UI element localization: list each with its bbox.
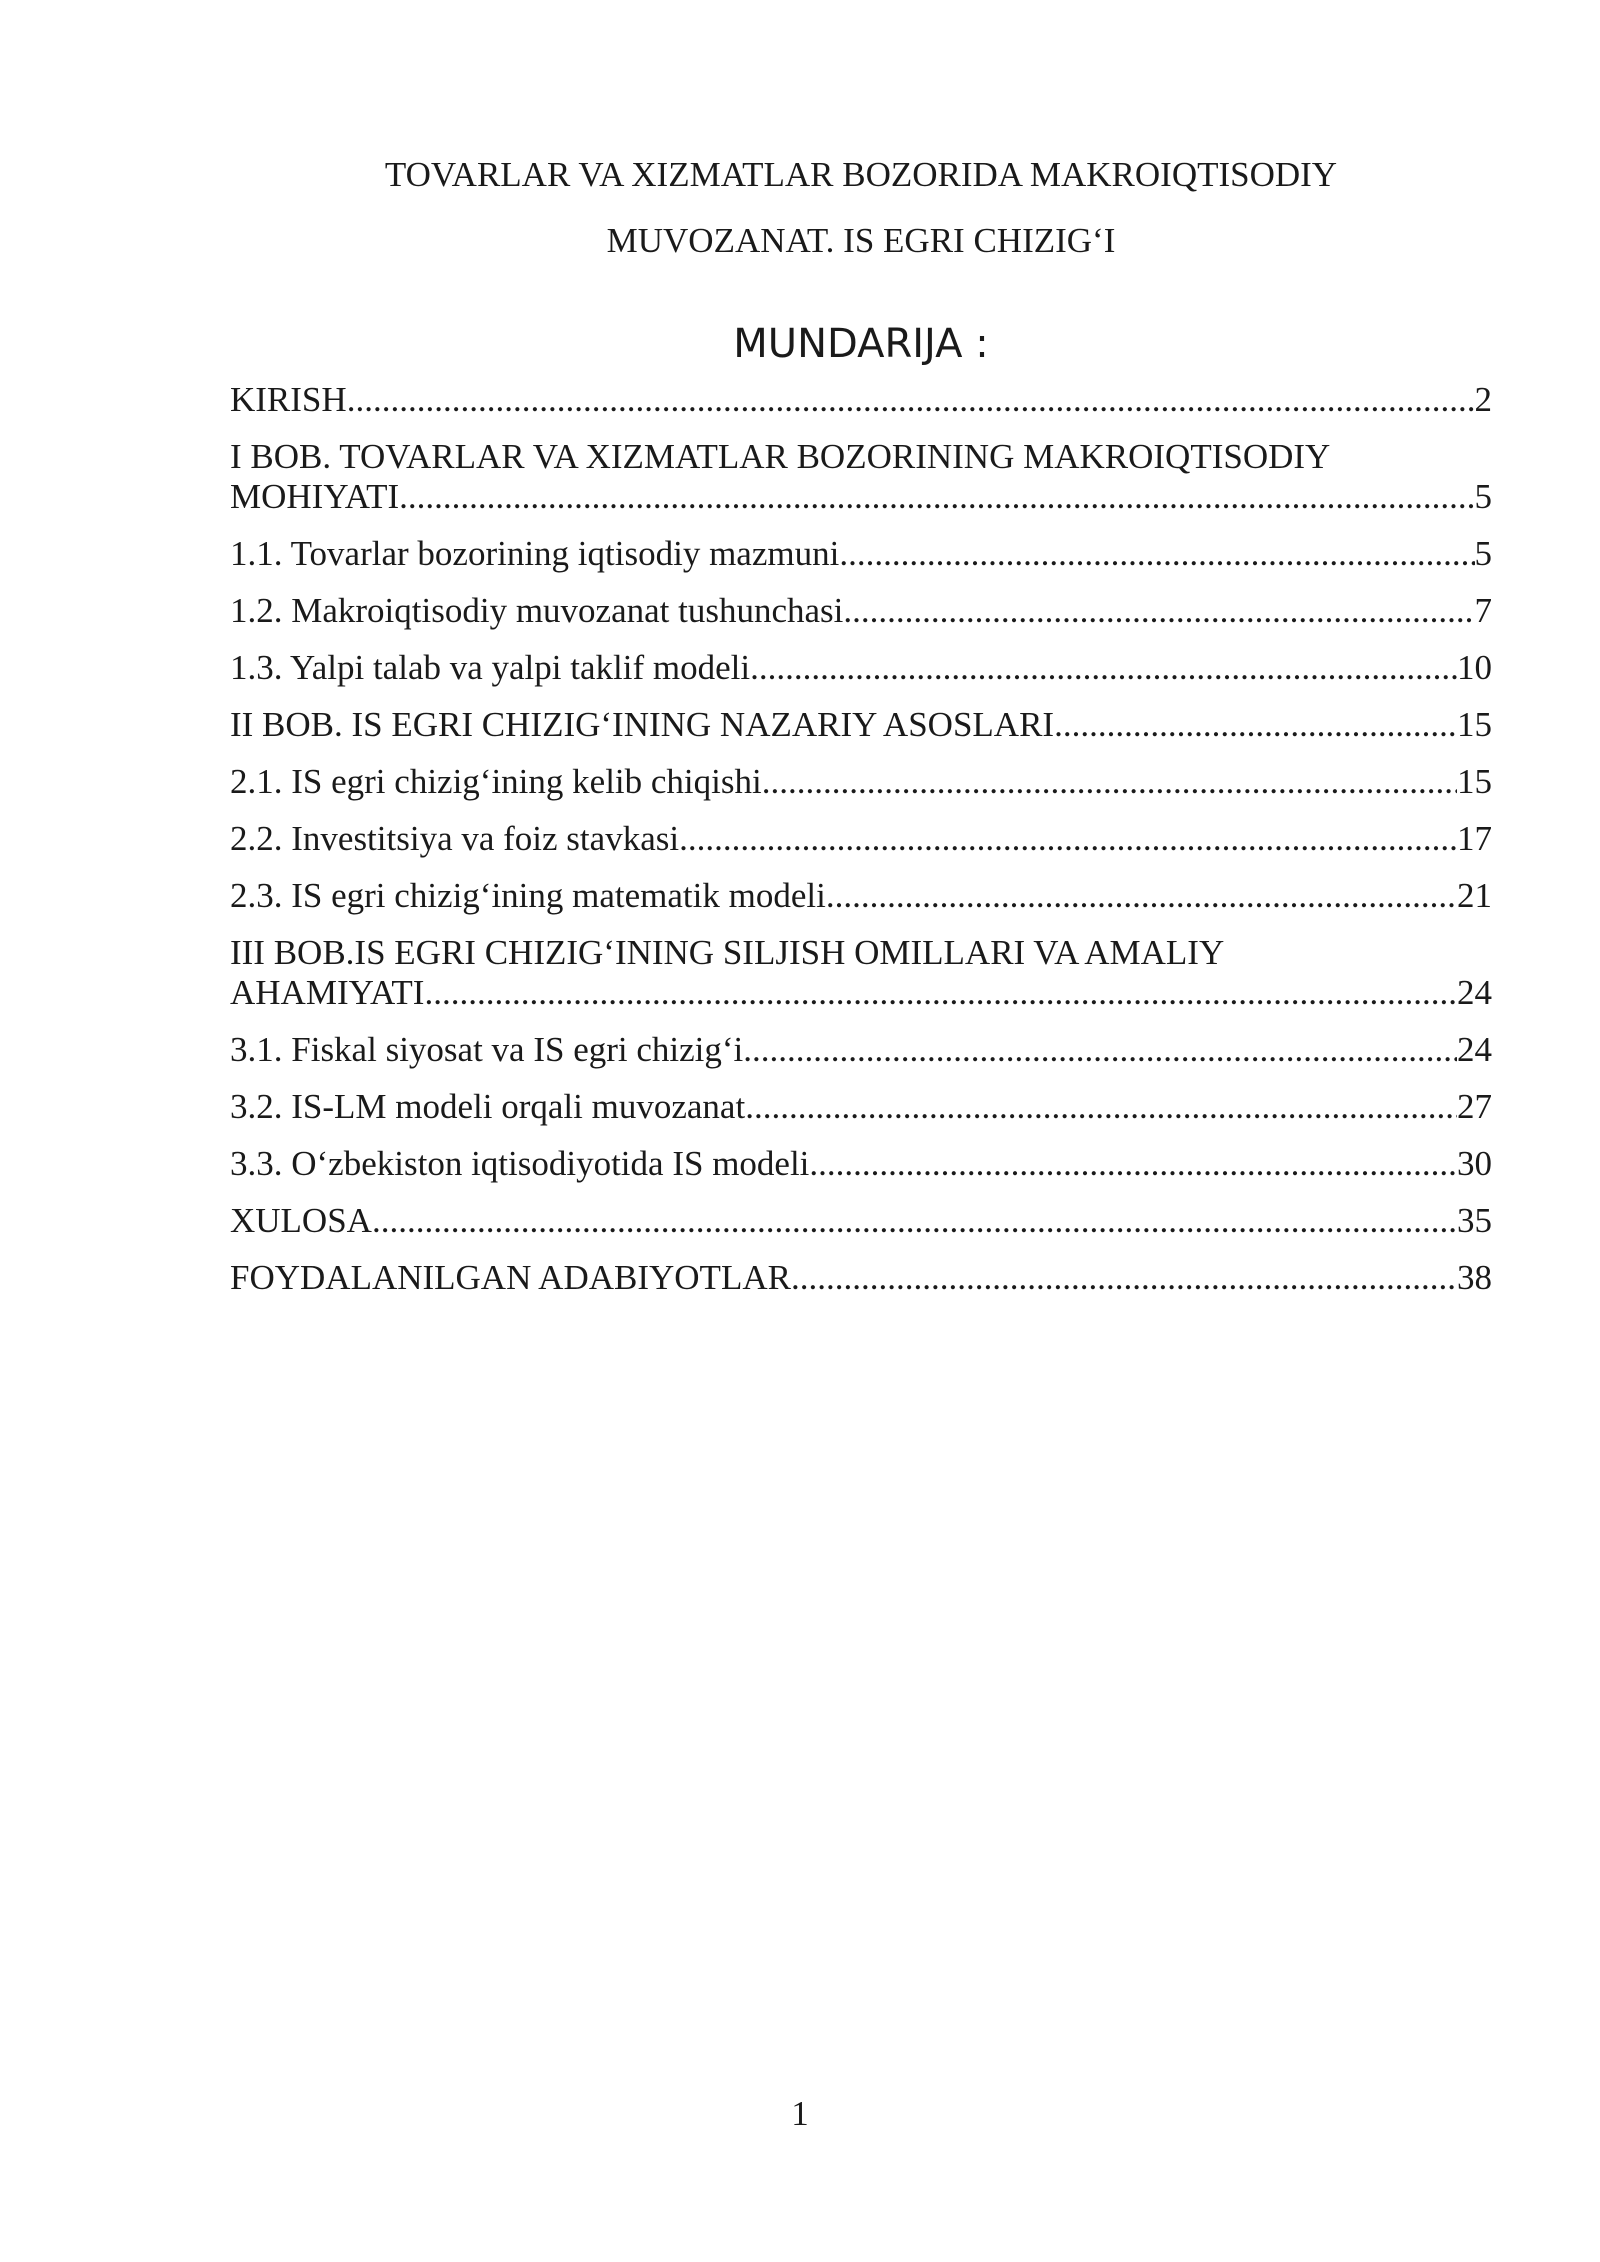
toc-entry-label: AHAMIYATI — [230, 973, 425, 1012]
toc-entry-page-number: 2 — [1474, 380, 1492, 419]
toc-entry-section-1-1[interactable] — [230, 534, 1492, 574]
toc-entry-label-line-1: I BOB. TOVARLAR VA XIZMATLAR BOZORINING MAKROIQTISODIY — [230, 437, 1331, 476]
dot-leader — [839, 534, 1474, 574]
table-of-contents — [230, 380, 1492, 1315]
dot-leader — [347, 380, 1475, 420]
toc-entry-section-3-3[interactable] — [230, 1144, 1492, 1184]
toc-entry-page-number: 38 — [1457, 1258, 1492, 1297]
toc-entry-page-number: 24 — [1457, 973, 1492, 1012]
toc-entry-references[interactable] — [230, 1258, 1492, 1298]
dot-leader — [750, 648, 1457, 688]
toc-entry-chapter-1[interactable] — [230, 437, 1492, 517]
toc-entry-label: II BOB. IS EGRI CHIZIG‘INING NAZARIY ASOSLARI — [230, 705, 1055, 744]
toc-entry-section-2-2[interactable] — [230, 819, 1492, 859]
dot-leader — [809, 1144, 1457, 1184]
toc-entry-chapter-3[interactable] — [230, 933, 1492, 1013]
toc-heading: MUNDARIJA : — [733, 321, 989, 367]
page-number: 1 — [791, 2094, 809, 2133]
toc-entry-label: 1.1. Tovarlar bozorining iqtisodiy mazmuni — [230, 534, 840, 573]
toc-entry-label: 3.3. O‘zbekiston iqtisodiyotida IS modeli — [230, 1144, 810, 1183]
toc-entry-section-3-1[interactable] — [230, 1030, 1492, 1070]
dot-leader — [791, 1258, 1457, 1298]
toc-entry-page-number: 5 — [1474, 534, 1492, 573]
toc-entry-label: 1.3. Yalpi talab va yalpi taklif modeli — [230, 648, 751, 687]
toc-entry-chapter-2[interactable] — [230, 705, 1492, 745]
toc-entry-label: KIRISH — [230, 380, 347, 419]
toc-entry-page-number: 27 — [1457, 1087, 1492, 1126]
dot-leader — [743, 1030, 1457, 1070]
toc-entry-section-1-2[interactable] — [230, 591, 1492, 631]
toc-entry-page-number: 35 — [1457, 1201, 1492, 1240]
toc-entry-section-2-1[interactable] — [230, 762, 1492, 802]
dot-leader — [399, 477, 1474, 517]
dot-leader — [1054, 705, 1457, 745]
toc-entry-page-number: 17 — [1457, 819, 1492, 858]
toc-entry-kirish[interactable] — [230, 380, 1492, 420]
toc-entry-page-number: 5 — [1474, 477, 1492, 516]
toc-entry-page-number: 15 — [1457, 762, 1492, 801]
toc-entry-page-number: 7 — [1474, 591, 1492, 630]
toc-entry-label: 3.2. IS-LM modeli orqali muvozanat — [230, 1087, 746, 1126]
toc-entry-xulosa[interactable] — [230, 1201, 1492, 1241]
toc-entry-page-number: 21 — [1457, 876, 1492, 915]
toc-entry-section-1-3[interactable] — [230, 648, 1492, 688]
toc-entry-page-number: 30 — [1457, 1144, 1492, 1183]
toc-entry-label: 1.2. Makroiqtisodiy muvozanat tushunchasi — [230, 591, 844, 630]
toc-entry-label: XULOSA — [230, 1201, 372, 1240]
toc-entry-section-2-3[interactable] — [230, 876, 1492, 916]
dot-leader — [843, 591, 1474, 631]
toc-entry-page-number: 24 — [1457, 1030, 1492, 1069]
toc-entry-label: 2.3. IS egri chizig‘ining matematik modeli — [230, 876, 826, 915]
toc-entry-page-number: 10 — [1457, 648, 1492, 687]
toc-entry-label: MOHIYATI — [230, 477, 400, 516]
document-title-line-1: TOVARLAR VA XIZMATLAR BOZORIDA MAKROIQTISODIY — [384, 155, 1338, 194]
dot-leader — [762, 762, 1457, 802]
dot-leader — [372, 1201, 1457, 1241]
toc-entry-label: 2.1. IS egri chizig‘ining kelib chiqishi — [230, 762, 762, 801]
dot-leader — [745, 1087, 1457, 1127]
toc-entry-label: 3.1. Fiskal siyosat va IS egri chizig‘i — [230, 1030, 744, 1069]
toc-entry-label-line-1: III BOB.IS EGRI CHIZIG‘INING SILJISH OMILLARI VA AMALIY — [230, 933, 1225, 972]
dot-leader — [424, 973, 1457, 1013]
dot-leader — [679, 819, 1457, 859]
toc-entry-section-3-2[interactable] — [230, 1087, 1492, 1127]
dot-leader — [826, 876, 1457, 916]
document-title-line-2: MUVOZANAT. IS EGRI CHIZIG‘I — [606, 221, 1116, 260]
toc-entry-page-number: 15 — [1457, 705, 1492, 744]
toc-entry-label: 2.2. Investitsiya va foiz stavkasi — [230, 819, 680, 858]
toc-entry-label: FOYDALANILGAN ADABIYOTLAR — [230, 1258, 791, 1297]
